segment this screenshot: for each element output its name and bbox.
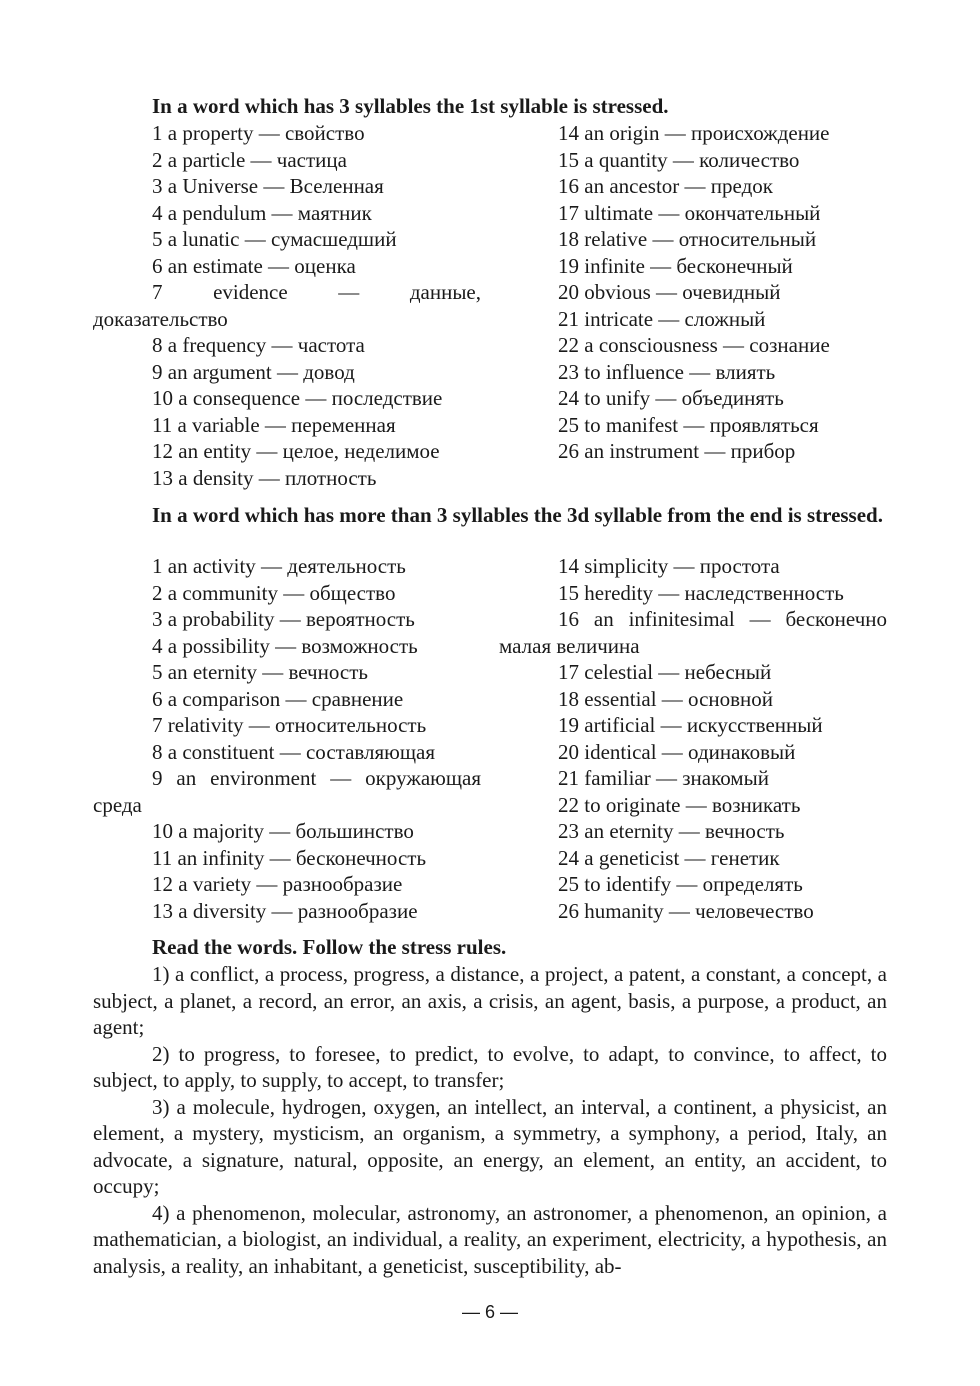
vocab-item: 13 a diversity — разнообразие	[152, 898, 418, 923]
vocab-item: 18 relative — относительный	[558, 227, 817, 251]
section-1-left-column	[93, 120, 481, 491]
vocab-item: 26 humanity — человечество	[558, 898, 814, 923]
exercise-item: 1) a conflict, a process, progress, a distance, a project, a patent, a constant, a concept, a subject, a planet, a record, an error, an axis, a crisis, an agent, basis, a purpose, a product, an agent;	[93, 962, 887, 1039]
section-2-left-column	[93, 553, 481, 924]
exercise-item: 4) a phenomenon, molecular, astronomy, an astronomer, a phenomenon, an opinion, a mathematician, a biologist, an individual, a reality, an experiment, electricity, a hypothesis, an analysis, a reality, an inhabitant, a geneticist, susceptibility, ab-	[93, 1200, 887, 1278]
vocab-item: 3 a probability — вероятность	[152, 607, 415, 631]
vocab-item: 9 an argument — довод	[152, 359, 355, 384]
vocab-item: 25 to identify — определять	[558, 872, 803, 896]
section-2-right-column	[499, 553, 887, 924]
vocab-item: 4 a pendulum — маятник	[152, 200, 372, 225]
exercise-item: 2) to progress, to foresee, to predict, to evolve, to adapt, to convince, to affect, to subject, to apply, to supply, to accept, to transfer;	[93, 1041, 887, 1092]
vocab-item: 5 a lunatic — сумасшедший	[152, 227, 397, 251]
vocab-item: 5 an eternity — вечность	[152, 660, 368, 684]
vocab-item: 11 a variable — переменная	[152, 412, 396, 437]
vocab-item: 14 an origin — происхождение	[558, 121, 830, 145]
vocab-item: 19 artificial — искусственный	[558, 713, 823, 737]
vocab-item: 21 familiar — знакомый	[558, 766, 769, 790]
page-number: — 6 —	[461, 1302, 518, 1322]
vocab-item: 23 an eternity — вечность	[558, 819, 785, 843]
vocab-item: 26 an instrument — прибор	[558, 439, 796, 463]
vocab-item: 19 infinite — бесконечный	[558, 253, 793, 278]
vocab-item: 1 a property — свойство	[152, 121, 365, 145]
vocab-item: 1 an activity — деятельность	[152, 554, 406, 578]
vocab-item: 18 essential — основной	[558, 686, 774, 711]
exercise-item: 3) a molecule, hydrogen, oxygen, an intellect, an interval, a continent, a physicist, an element, a mystery, mysticism, an organism, a symmetry, a symphony, a period, Italy, an advocate, a signature, natural, opposite, an energy, an element, an entity, an accident, to occupy;	[93, 1094, 887, 1198]
vocab-item: 20 identical — одинаковый	[558, 739, 796, 764]
vocab-item: 3 a Universe — Вселенная	[152, 174, 384, 198]
vocab-item: 25 to manifest — проявляться	[558, 412, 819, 437]
vocab-item: 21 intricate — сложный	[558, 306, 766, 331]
vocab-item: 2 a particle — частица	[152, 147, 347, 172]
exercise-list	[93, 961, 887, 1279]
vocab-item: 10 a majority — большинство	[152, 819, 414, 843]
vocab-item: 17 ultimate — окончательный	[558, 200, 821, 225]
vocab-item: 24 a geneticist — генетик	[558, 845, 780, 870]
vocab-item: 8 a constituent — составляющая	[152, 739, 436, 764]
vocab-item: 22 a consciousness — сознание	[558, 333, 830, 357]
vocab-item: 9 an environment — окружающая среда	[93, 766, 481, 817]
vocab-item: 16 an infinitesimal — бесконечно малая величина	[499, 607, 887, 658]
vocab-item: 14 simplicity — простота	[558, 554, 780, 578]
vocab-item: 16 an ancestor — предок	[558, 174, 773, 198]
vocab-item: 2 a community — общество	[152, 580, 396, 605]
vocab-item: 7 evidence — данные, доказательство	[93, 280, 481, 331]
vocab-item: 10 a consequence — последствие	[152, 386, 443, 410]
vocab-item: 6 an estimate — оценка	[152, 253, 356, 278]
vocab-item: 6 a comparison — сравнение	[152, 686, 404, 711]
vocab-item: 7 relativity — относительность	[152, 713, 427, 737]
section-3-heading: Read the words. Follow the stress rules.	[152, 935, 507, 959]
vocab-item: 22 to originate — возникать	[558, 792, 801, 817]
vocab-item: 11 an infinity — бесконечность	[152, 845, 427, 870]
vocab-item: 8 a frequency — частота	[152, 333, 365, 357]
vocab-item: 17 celestial — небесный	[558, 660, 772, 684]
section-2-heading: In a word which has more than 3 syllables the 3d syllable from the end is stressed.	[152, 503, 883, 527]
section-1-right-column	[499, 120, 887, 465]
vocab-item: 15 heredity — наследственность	[558, 580, 844, 605]
vocab-item: 24 to unify — объединять	[558, 386, 784, 410]
vocab-item: 4 a possibility — возможность	[152, 633, 418, 658]
vocab-item: 23 to influence — влиять	[558, 359, 776, 384]
vocab-item: 12 a variety — разнообразие	[152, 872, 403, 896]
vocab-item: 13 a density — плотность	[152, 465, 377, 490]
vocab-item: 20 obvious — очевидный	[558, 280, 781, 304]
section-1-heading: In a word which has 3 syllables the 1st syllable is stressed.	[152, 94, 669, 118]
vocab-item: 12 an entity — целое, неделимое	[152, 439, 440, 463]
vocab-item: 15 a quantity — количество	[558, 147, 800, 172]
